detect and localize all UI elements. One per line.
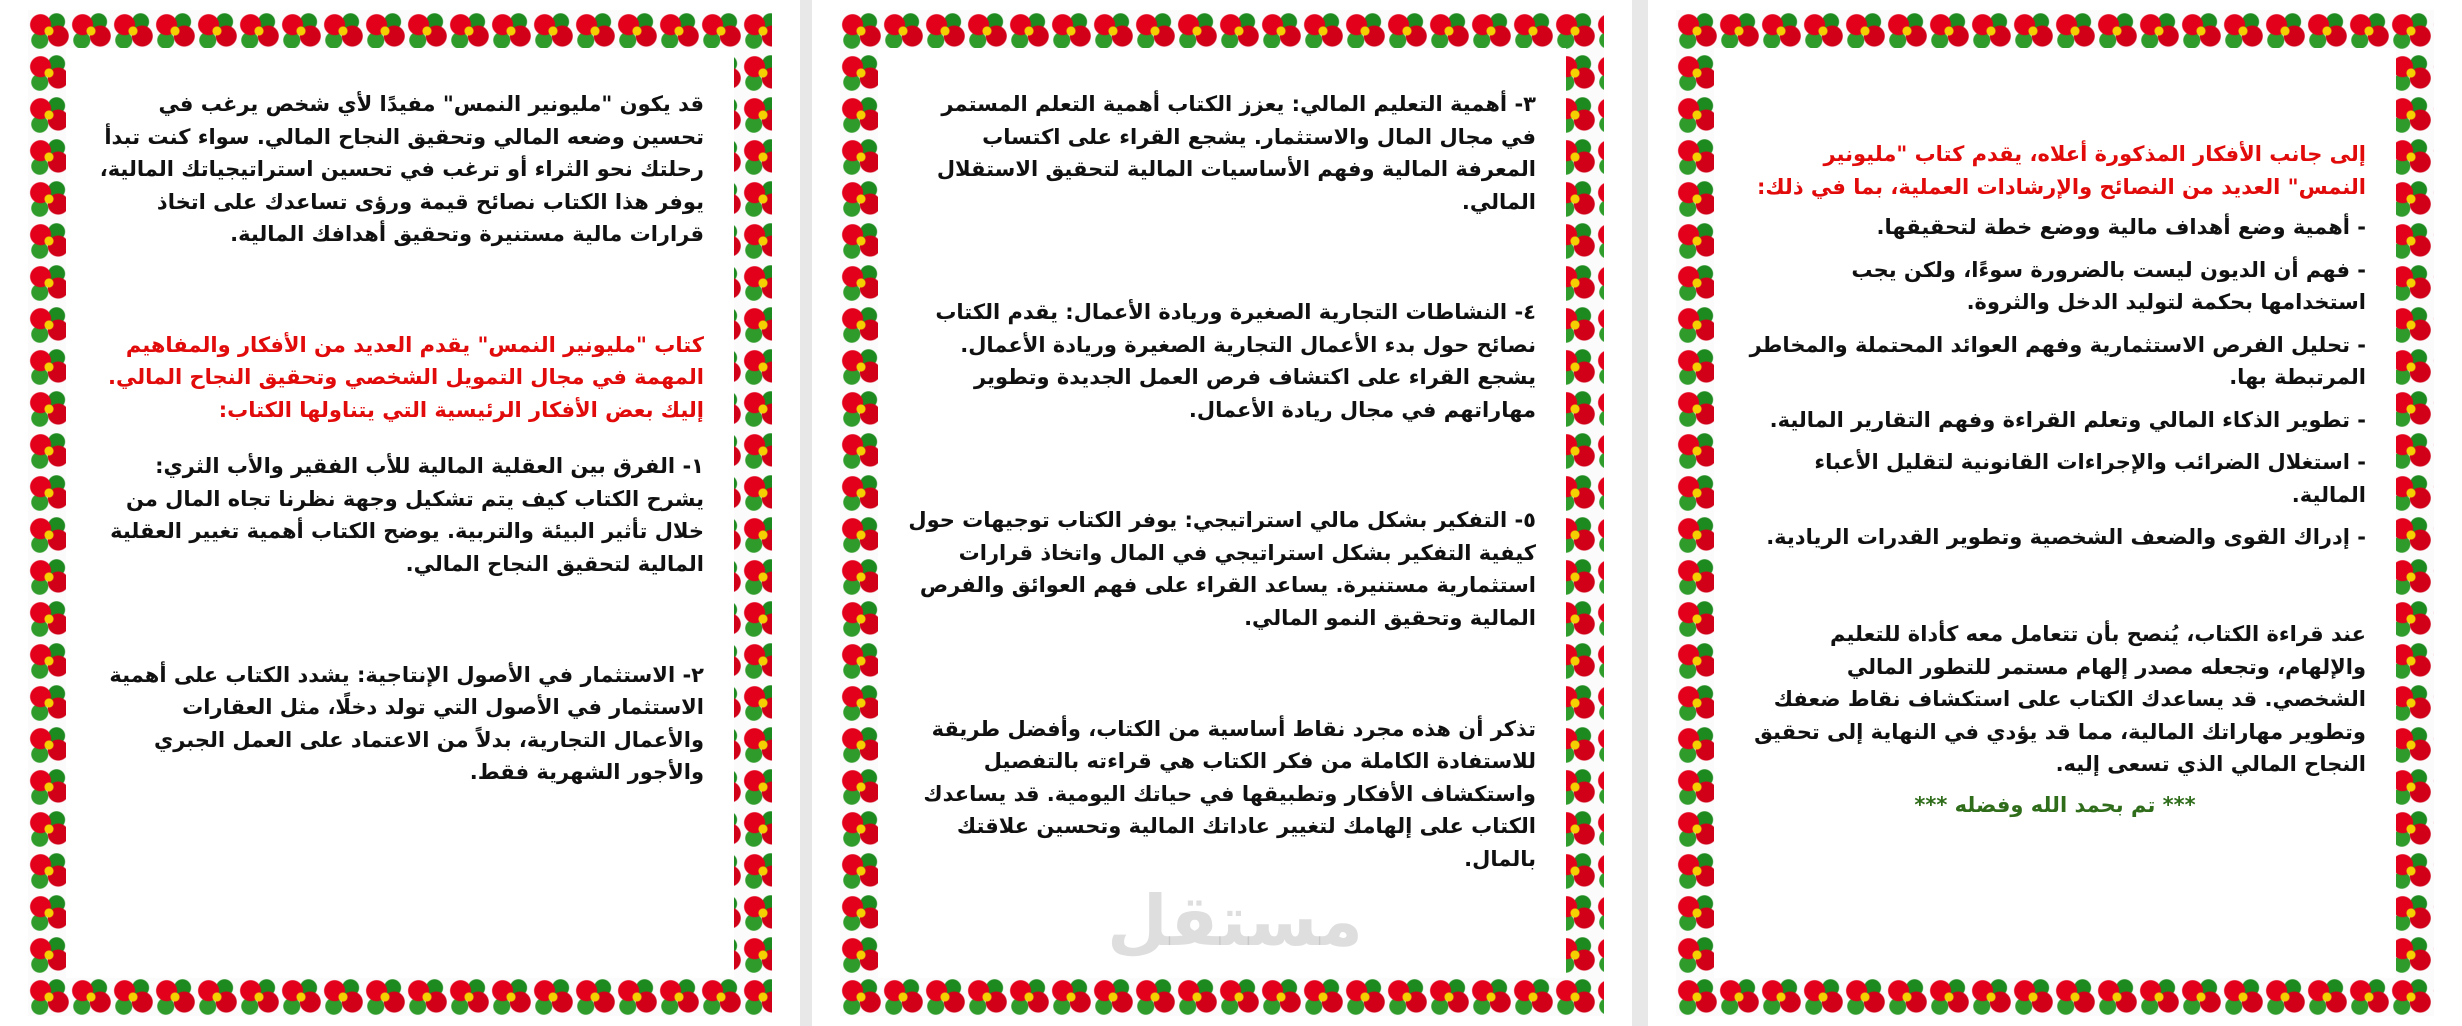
paragraph: ١- الفرق بين العقلية المالية للأب الفقير والأب الثري: يشرح الكتاب كيف يتم تشكيل وجهة نظرنا تجاه المال من خلال تأثير البيئة والتربية. يوضح الكتاب أهمية تغيير العقلية المالية لتحقيق النجاح المالي. <box>110 454 704 577</box>
page-text <box>96 88 704 813</box>
page-text <box>908 88 1536 899</box>
list-item: - تحليل الفرص الاستثمارية وفهم العوائد المحتملة والمخاطر المرتبطة بها. <box>1749 332 2366 390</box>
paragraph: ٥- التفكير بشكل مالي استراتيجي: يوفر الكتاب توجيهات حول كيفية التفكير بشكل استراتيجي في المال واتخاذ قرارات استثمارية مستنيرة. يساعد القراء على فهم العوائق والفرص المالية وتحقيق النمو المالي. <box>908 508 1536 631</box>
paragraph: ٣- أهمية التعليم المالي: يعزز الكتاب أهمية التعلم المستمر في مجال المال والاستثمار. يشجع القراء على اكتساب المعرفة المالية وفهم الأساسيات المالية لتحقيق الاستقلال المالي. <box>936 92 1536 214</box>
paragraph: ٢- الاستثمار في الأصول الإنتاجية: يشدد الكتاب على أهمية الاستثمار في الأصول التي تولد دخلًا، مثل العقارات والأعمال التجارية، بدلاً من الاعتماد على العمل الجبري والأجور الشهرية فقط. <box>109 662 704 785</box>
page-body <box>1714 48 2396 978</box>
closing-line: *** تم بحمد الله وفضله *** <box>1914 792 2196 817</box>
page-body <box>878 48 1566 978</box>
paragraph: ٤- النشاطات التجارية الصغيرة وريادة الأعمال: يقدم الكتاب نصائح حول بدء الأعمال التجارية الصغيرة وريادة الأعمال. يشجع القراء على اكتشاف فرص العمل الجديدة وتطوير مهاراتهم في مجال ريادة الأعمال. <box>935 300 1536 422</box>
page-body <box>66 48 734 978</box>
poinsettia-border <box>1676 10 2434 1016</box>
list-item: - استغلال الضرائب والإجراءات القانونية لتقليل الأعباء المالية. <box>1814 450 2366 507</box>
highlight-paragraph: إلى جانب الأفكار المذكورة أعلاه، يقدم كتاب "مليونير النمس" العديد من النصائح والإرشادات العملية، بما في ذلك: <box>1756 142 2366 199</box>
list-item: - أهمية وضع أهداف مالية ووضع خطة لتحقيقها. <box>1876 215 2366 240</box>
poinsettia-border <box>840 10 1604 1016</box>
document-page-1 <box>0 0 800 1026</box>
list-item: - تطوير الذكاء المالي وتعلم القراءة وفهم التقارير المالية. <box>1769 407 2366 432</box>
poinsettia-border <box>28 10 772 1016</box>
paragraph: قد يكون "مليونير النمس" مفيدًا لأي شخص يرغب في تحسين وضعه المالي وتحقيق النجاح المالي. سواء كنت تبدأ رحلتك نحو الثراء أو ترغب في تحسين استراتيجياتك المالية، يوفر هذا الكتاب نصائح قيمة ورؤى تساعدك على اتخاذ قرارات مالية مستنيرة وتحقيق أهدافك المالية. <box>99 92 704 247</box>
list-item: - فهم أن الديون ليست بالضرورة سوءًا، ولكن يجب استخدامها بحكمة لتوليد الدخل والثروة. <box>1851 257 2366 315</box>
page-text <box>1744 138 2366 845</box>
watermark-logo: مستقل <box>1106 880 1363 962</box>
paragraph: تذكر أن هذه مجرد نقاط أساسية من الكتاب، وأفضل طريقة للاستفادة الكاملة من فكر الكتاب هي قراءته بالتفصيل واستكشاف الأفكار وتطبيقها في حياتك اليومية. قد يساعدك الكتاب على إلهامك لتغيير عاداتك المالية وتحسين علاقتك بالمال. <box>923 716 1536 871</box>
document-page-3 <box>1648 0 2462 1026</box>
paragraph: عند قراءة الكتاب، يُنصح بأن تتعامل معه كأداة للتعليم والإلهام، وتجعله مصدر إلهام مستمر للتطور المالي الشخصي. قد يساعدك الكتاب على استكشاف نقاط ضعفك وتطوير مهاراتك المالية، مما قد يؤدي في النهاية إلى تحقيق النجاح المالي الذي تسعى إليه. <box>1754 622 2366 777</box>
document-page-2 <box>812 0 1632 1026</box>
list-item: - إدراك القوى والضعف الشخصية وتطوير القدرات الريادية. <box>1766 525 2366 550</box>
highlight-paragraph: كتاب "مليونير النمس" يقدم العديد من الأفكار والمفاهيم المهمة في مجال التمويل الشخصي وتحقيق النجاح المالي. إليك بعض الأفكار الرئيسية التي يتناولها الكتاب: <box>108 332 704 422</box>
